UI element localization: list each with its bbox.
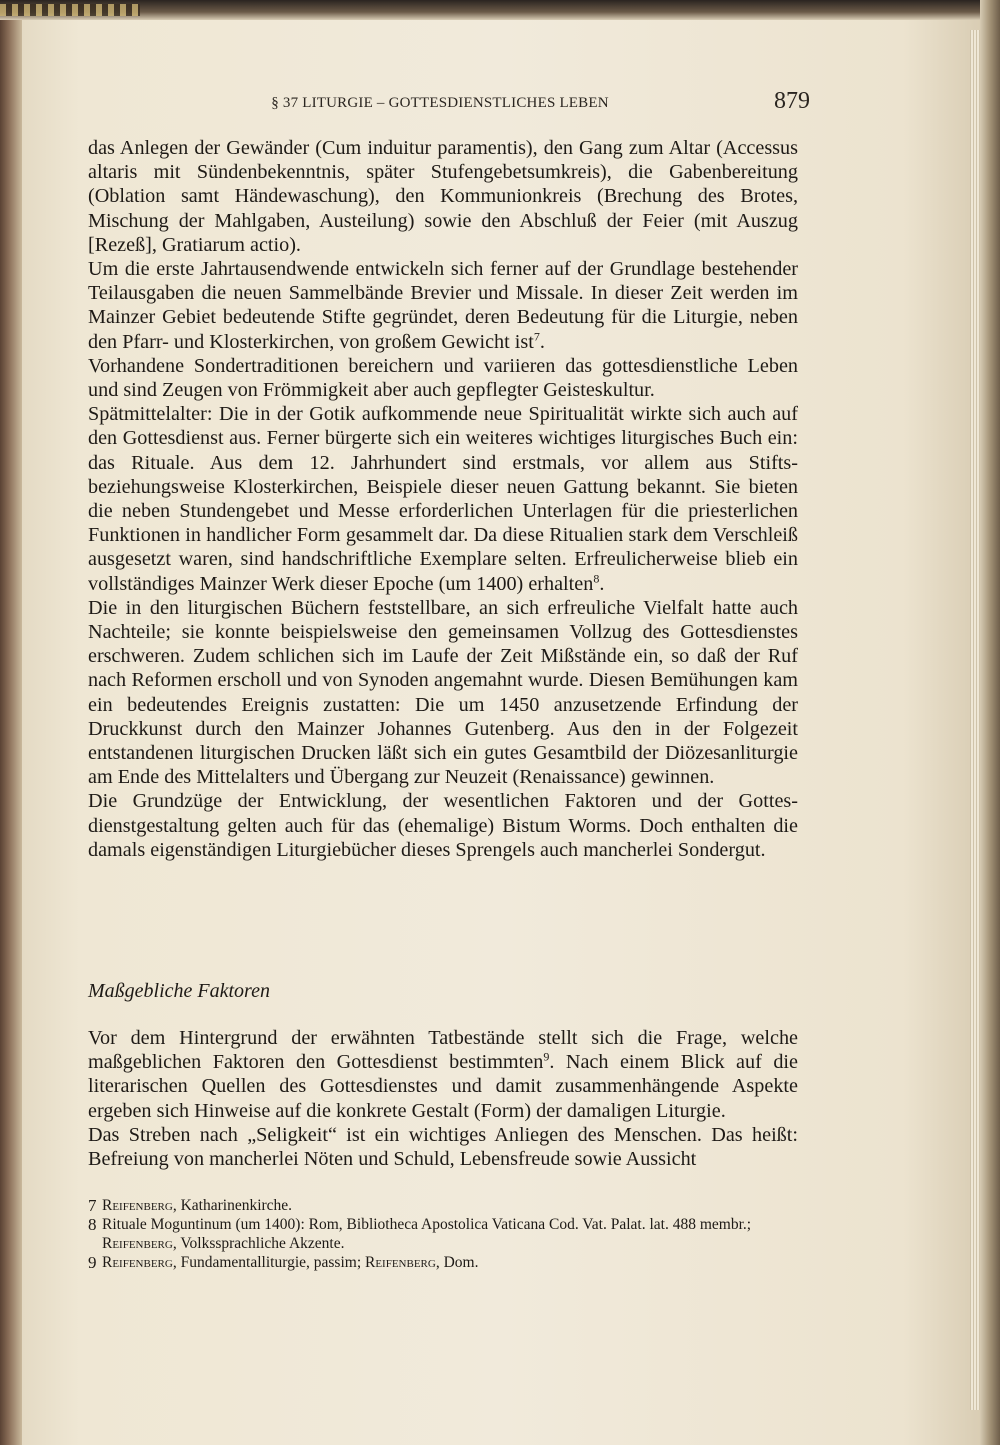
footnote-number: 8 [88, 1215, 97, 1234]
paragraph: Die Grundzüge der Entwicklung, der wesentlichen Faktoren und der Gottesdienstgestaltung gelten auch für das (ehemalige) Bistum Worms. Doch enthalten die damals eigenständigen Liturgiebücher dieses Sprengels auch mancherlei Sondergut. [88, 790, 798, 861]
footnote-author: Reifenberg [102, 1254, 173, 1271]
footnote-author: Reifenberg [365, 1254, 436, 1271]
page-edges [970, 30, 980, 1410]
footnote-author: Reifenberg [102, 1197, 173, 1214]
paragraph [88, 257, 798, 354]
footnote-text [102, 1215, 800, 1253]
section-body [88, 1026, 798, 1171]
paragraph [88, 402, 798, 596]
paragraph: Die in den liturgischen Büchern feststellbare, an sich erfreuliche Vielfalt hatte auch Nachteile; sie konnte beispielsweise den gemeinsamen Vollzug des Gottesdienstes erschweren. Zudem schlichen sich im Laufe der Zeit Mißstände ein, so daß der Ruf nach Reformen erscholl und von Synoden angemahnt wurde. Diesen Bemühungen kam ein bedeutendes Ereignis zustatten: Die um 1450 anzusetzende Erfindung der Druckkunst durch den Mainzer Johannes Gutenberg. Aus den in der Folgezeit entstandenen liturgischen Drucken läßt sich ein gutes Gesamtbild der Diözesanliturgie am Ende des Mittelalters und Übergang zur Neuzeit (Renaissance) gewinnen. [88, 596, 798, 789]
body-text [88, 136, 798, 862]
footnote-citation: Rituale Moguntinum (um 1400): Rom, Bibliotheca Apostolica Vaticana Cod. Vat. Palat. lat. 488 membr.; [102, 1216, 752, 1233]
footnote-ref-8[interactable]: 8 [593, 570, 600, 585]
paragraph: Vorhandene Sondertraditionen bereichern und variieren das gottesdienstliche Leben und sind Zeugen von Frömmigkeit aber auch gepflegter Geisteskultur. [88, 354, 798, 402]
footnote-citation: , Fundamentalliturgie, passim; [172, 1254, 365, 1271]
footnote-number: 9 [88, 1253, 97, 1272]
footnote [88, 1196, 800, 1215]
footnote-number: 7 [88, 1196, 97, 1215]
paragraph: das Anlegen der Gewänder (Cum induitur paramentis), den Gang zum Altar (Accessus altaris mit Sündenbekenntnis, später Stufengebetsumkreis), die Gabenbereitung (Oblation samt Händewaschung), den Kommunionkreis (Brechung des Brotes, Mischung der Mahlgaben, Austeilung) sowie den Abschluß der Feier (mit Auszug [Rezeß], Gratiarum actio). [88, 137, 798, 256]
paragraph-text: Um die erste Jahrtausendwende entwickeln sich ferner auf der Grundlage bestehender Teilausgaben die neuen Sammelbände Brevier und Missale. In dieser Zeit werden im Mainzer Gebiet bedeutende Stifte gegründet, deren Bedeutung für die Liturgie, neben den Pfarr- und Klosterkirchen, von großem Gewicht ist [88, 258, 798, 353]
footnote [88, 1253, 800, 1272]
page-number: 879 [774, 88, 810, 114]
paragraph [88, 1026, 798, 1123]
running-head: § 37 LITURGIE – GOTTESDIENSTLICHES LEBEN [271, 95, 609, 111]
paragraph-text: Vor dem Hintergrund der erwähnten Tatbestände stellt sich die Frage, welche maßgeblichen Faktoren den Gottesdienst bestimmten [88, 1027, 798, 1074]
book-binding-top [0, 0, 1000, 20]
paragraph-text: . Nach einem Blick auf die literarischen Quellen des Gottesdienstes und damit zusammenhängende Aspekte ergeben sich Hinweise auf die konkrete Gestalt (Form) der damaligen Liturgie. [88, 1051, 799, 1122]
footnote-citation: , Katharinenkirche. [172, 1197, 293, 1214]
book-binding-right [980, 0, 1000, 1445]
paragraph: Das Streben nach „Seligkeit“ ist ein wichtiges Anliegen des Menschen. Das heißt: Befreiung von mancherlei Nöten und Schuld, Lebensfreude sowie Aussicht [88, 1123, 798, 1171]
section-heading: Maßgebliche Faktoren [88, 980, 270, 1002]
footnote-author: Reifenberg [102, 1235, 173, 1252]
footnote [88, 1215, 800, 1253]
footnote-citation: , Dom. [435, 1254, 479, 1271]
footnote-text [102, 1253, 800, 1272]
punctuation: . [599, 572, 605, 595]
footnotes [88, 1196, 800, 1272]
punctuation: . [539, 330, 545, 353]
paragraph-text: Spätmittelalter: Die in der Gotik aufkommende neue Spiritualität wirkte sich auch auf den Gottesdienst aus. Ferner bürgerte sich ein weiteres wichtiges liturgisches Buch ein: das Rituale. Aus dem 12. Jahrhundert sind erstmals, vor allem aus Stifts- beziehungsweise Klosterkirchen, Beispiele dieser neuen Gattung bekannt. Sie bieten die neben Stundengebet und Messe erforderlichen Unterlagen für die priesterlichen Funktionen in handlicher Form gesammelt dar. Da diese Ritualien stark dem Verschleiß ausgesetzt waren, sind handschriftliche Exemplare selten. Erfreulicherweise blieb ein vollständiges Mainzer Werk dieser Epoche (um 1400) erhalten [88, 403, 798, 595]
footnote-citation: , Volkssprachliche Akzente. [172, 1235, 345, 1252]
footnote-text [102, 1196, 800, 1215]
book-binding-left [0, 0, 22, 1445]
gilt-edge-decoration [0, 4, 140, 16]
footnote-ref-9[interactable]: 9 [543, 1049, 550, 1064]
footnote-ref-7[interactable]: 7 [533, 328, 540, 343]
